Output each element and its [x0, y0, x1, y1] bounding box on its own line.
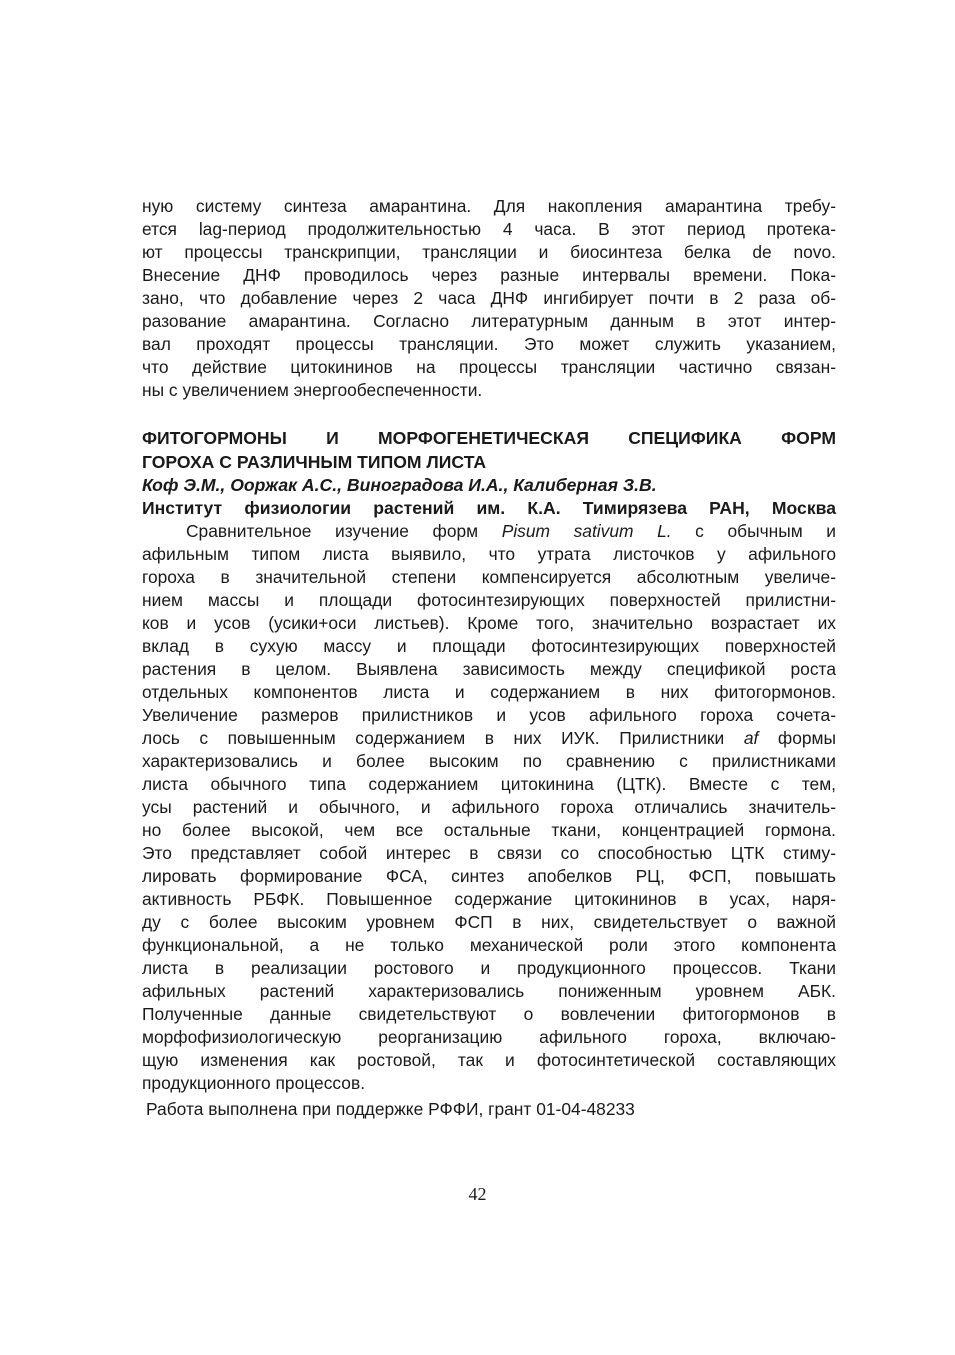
text-line: Полученные данные свидетельствуют о вовлечении фитогормонов в	[142, 1004, 836, 1024]
text-line: щую изменения как ростовой, так и фотосинтетической составляющих	[142, 1050, 836, 1070]
grant-acknowledgement: Работа выполнена при поддержке РФФИ, грант 01-04-48233	[146, 1099, 635, 1119]
text-run: с обычным и	[671, 521, 836, 541]
text-line: что действие цитокининов на процессы трансляции частично связан-	[142, 357, 836, 377]
text-line: но более высокой, чем все остальные ткани, концентрацией гормона.	[142, 820, 836, 840]
genotype-symbol: af	[743, 728, 759, 748]
text-line: ную систему синтеза амарантина. Для накопления амарантина требу-	[142, 196, 836, 216]
text-line: растения в целом. Выявлена зависимость между спецификой роста	[142, 659, 836, 679]
text-run: Сравнительное изучение форм	[186, 521, 502, 541]
text-line: зано, что добавление через 2 часа ДНФ ингибирует почти в 2 раза об-	[142, 288, 836, 308]
text-line: разование амарантина. Согласно литературным данным в этот интер-	[142, 311, 836, 331]
text-run: формы	[758, 728, 836, 748]
text-line: гороха в значительной степени компенсируется абсолютным увеличе-	[142, 567, 836, 587]
text-line: ют процессы транскрипции, трансляции и биосинтеза белка de novo.	[142, 242, 836, 262]
text-line: Это представляет собой интерес в связи со способностью ЦТК стиму-	[142, 843, 836, 863]
text-line: листа обычного типа содержанием цитокинина (ЦТК). Вместе с тем,	[142, 774, 836, 794]
text-line: ков и усов (усики+оси листьев). Кроме того, значительно возрастает их	[142, 613, 836, 633]
article-title-line: ГОРОХА С РАЗЛИЧНЫМ ТИПОМ ЛИСТА	[142, 452, 487, 472]
text-line: активность РБФК. Повышенное содержание цитокининов в усах, наря-	[142, 889, 836, 909]
text-line: Внесение ДНФ проводилось через разные интервалы времени. Пока-	[142, 265, 836, 285]
text-line: характеризовались и более высоким по сравнению с прилистниками	[142, 751, 836, 771]
text-line: ется lag-период продолжительностью 4 часа. В этот период протека-	[142, 219, 836, 239]
text-line: лировать формирование ФСА, синтез апобелков РЦ, ФСП, повышать	[142, 866, 836, 886]
text-line: продукционного процессов.	[142, 1073, 366, 1093]
species-name: Pisum sativum L.	[501, 521, 672, 541]
text-line: нием массы и площади фотосинтезирующих поверхностей прилистни-	[142, 590, 836, 610]
text-line: вклад в сухую массу и площади фотосинтезирующих поверхностей	[142, 636, 836, 656]
text-run: лось с повышенным содержанием в них ИУК. Прилистники	[142, 728, 744, 748]
text-line	[186, 520, 836, 543]
text-line	[142, 727, 836, 750]
text-line: морфофизиологическую реорганизацию афильного гороха, включаю-	[142, 1027, 836, 1047]
article-authors: Коф Э.М., Ооржак А.С., Виноградова И.А., Калиберная З.В.	[142, 475, 657, 495]
text-line: отдельных компонентов листа и содержанием в них фитогормонов.	[142, 682, 836, 702]
text-line: функциональной, а не только механической роли этого компонента	[142, 935, 836, 955]
text-line: ду с более высоким уровнем ФСП в них, свидетельствует о важной	[142, 912, 836, 932]
page-number: 42	[468, 1184, 487, 1204]
text-line: усы растений и обычного, и афильного гороха отличались значитель-	[142, 797, 836, 817]
article-institution: Институт физиологии растений им. К.А. Тимирязева РАН, Москва	[142, 498, 836, 518]
text-line: афильным типом листа выявило, что утрата листочков у афильного	[142, 544, 836, 564]
text-line: афильных растений характеризовались пониженным уровнем АБК.	[142, 981, 836, 1001]
text-line: ны с увеличением энергообеспеченности.	[142, 380, 483, 400]
article-title-line: ФИТОГОРМОНЫ И МОРФОГЕНЕТИЧЕСКАЯ СПЕЦИФИКА ФОРМ	[142, 428, 836, 448]
text-line: листа в реализации ростового и продукционного процессов. Ткани	[142, 958, 836, 978]
text-line: Увеличение размеров прилистников и усов афильного гороха сочета-	[142, 705, 836, 725]
text-line: вал проходят процессы трансляции. Это может служить указанием,	[142, 334, 836, 354]
